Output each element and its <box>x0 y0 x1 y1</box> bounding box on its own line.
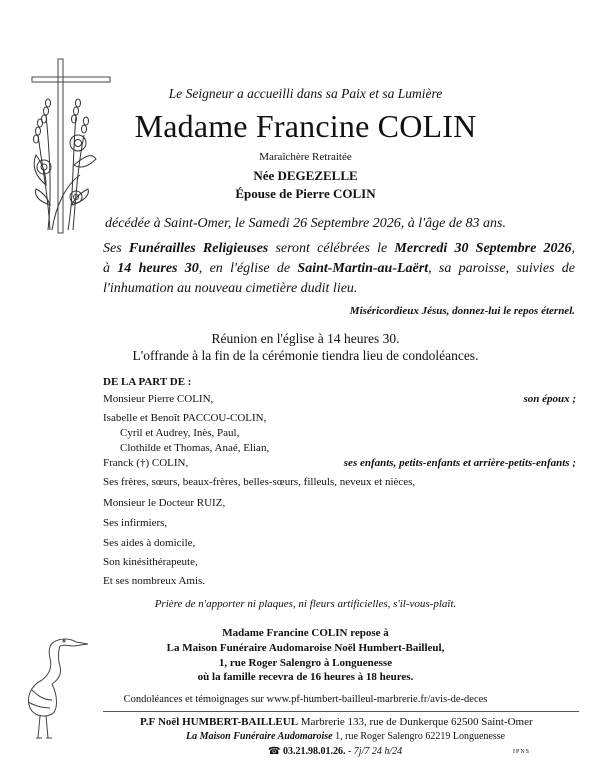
family-doctor: Monsieur le Docteur RUIZ, <box>103 497 226 509</box>
family-children-4: Franck (†) COLIN, <box>103 457 189 469</box>
family-children-1: Isabelle et Benoît PACCOU-COLIN, <box>103 412 267 424</box>
repose-line-3: 1, rue Roger Salengro à Longuenesse <box>218 657 393 669</box>
deceased-name: Madame Francine COLIN <box>134 108 477 144</box>
cross-with-wheat-icon <box>28 55 113 235</box>
reunion-line: Réunion en l'église à 14 heures 30. <box>211 331 400 346</box>
family-husband: Monsieur Pierre COLIN, <box>103 393 214 405</box>
heron-icon <box>18 630 88 740</box>
footer-maison: La Maison Funéraire Audomaroise <box>186 731 333 742</box>
maiden-name: Née DEGEZELLE <box>253 168 358 183</box>
footer-hours: - 7j/7 24 h/24 <box>347 746 403 757</box>
family-children-3: Clothilde et Thomas, Anaé, Elian, <box>120 442 270 454</box>
family-children-2: Cyril et Audrey, Inès, Paul, <box>120 427 240 439</box>
footer-company: Noël HUMBERT-BAILLEUL <box>157 716 299 728</box>
funeral-line-3: l'inhumation au nouveau cimetière dudit lieu. <box>103 281 358 296</box>
request-line: Prière de n'apporter ni plaques, ni fleurs artificielles, s'il-vous-plaît. <box>154 598 457 610</box>
funeral-text: Ses <box>103 241 129 256</box>
footer-divider <box>103 711 579 712</box>
family-husband-relation: son époux ; <box>523 393 576 405</box>
death-line: décédée à Saint-Omer, le Samedi 26 Septembre 2026, à l'âge de 83 ans. <box>105 216 506 231</box>
family-nurses: Ses infirmiers, <box>103 517 168 529</box>
footer-line-2 <box>186 731 505 742</box>
family-siblings: Ses frères, sœurs, beaux-frères, belles-sœurs, filleuls, neveux et nièces, <box>103 476 416 488</box>
funeral-church: Saint-Martin-au-Laërt <box>297 261 429 276</box>
family-title: DE LA PART DE : <box>103 376 192 388</box>
footer-pf: P.F <box>140 716 156 728</box>
funeral-text: seront célébrées le <box>268 241 395 256</box>
footer-address-2: 1, rue Roger Salengro 62219 Longuenesse <box>335 731 506 742</box>
phone-icon: ☎ <box>268 746 281 757</box>
footer-code: IPNS <box>513 749 531 755</box>
funeral-text: , <box>571 241 575 256</box>
funeral-line-1 <box>103 239 575 259</box>
offering-line: L'offrande à la fin de la cérémonie tiendra lieu de condoléances. <box>132 348 479 363</box>
footer-address-1: Marbrerie 133, rue de Dunkerque 62500 Saint-Omer <box>300 716 533 728</box>
family-children-relation: ses enfants, petits-enfants et arrière-petits-enfants ; <box>343 457 576 469</box>
funeral-time: 14 heures 30 <box>117 261 199 276</box>
occupation: Maraîchère Retraitée <box>259 151 352 163</box>
repose-line-1: Madame Francine COLIN repose à <box>222 627 389 639</box>
funeral-line-2 <box>103 259 575 279</box>
funeral-text: à <box>103 261 118 276</box>
family-friends: Et ses nombreux Amis. <box>103 575 206 587</box>
funeral-text: , sa paroisse, suivies de <box>428 261 575 276</box>
family-aides: Ses aides à domicile, <box>103 537 196 549</box>
funeral-type: Funérailles Religieuses <box>128 241 269 256</box>
family-physio: Son kinésithérapeute, <box>103 556 198 568</box>
funeral-date: Mercredi 30 Septembre 2026 <box>394 241 572 256</box>
footer-line-3 <box>268 746 402 757</box>
repose-line-4: où la famille recevra de 16 heures à 18 heures. <box>197 671 414 683</box>
footer-line-1 <box>140 716 533 728</box>
repose-line-2: La Maison Funéraire Audomaroise Noël Humbert-Bailleul, <box>166 642 445 654</box>
funeral-paragraph <box>103 239 575 299</box>
condolences-line: Condoléances et témoignages sur www.pf-humbert-bailleul-marbrerie.fr/avis-de-deces <box>123 694 488 705</box>
prayer-line: Miséricordieux Jésus, donnez-lui le repos éternel. <box>349 305 575 317</box>
intro-text: Le Seigneur a accueilli dans sa Paix et sa Lumière <box>168 86 443 101</box>
footer-phone: 03.21.98.01.26. <box>282 746 346 757</box>
spouse-line: Épouse de Pierre COLIN <box>235 186 376 201</box>
funeral-text: , en l'église de <box>198 261 298 276</box>
